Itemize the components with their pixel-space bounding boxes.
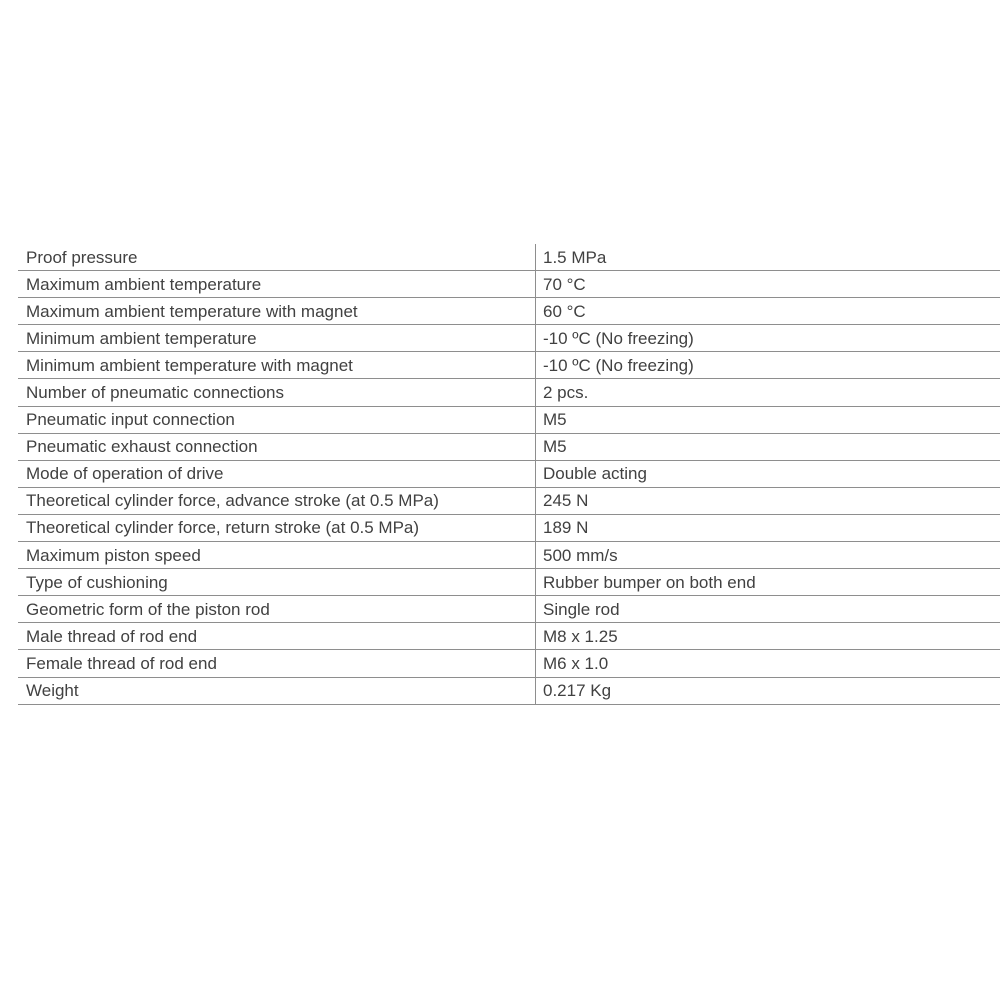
table-row — [18, 515, 1000, 542]
table-row — [18, 352, 1000, 379]
value-cell: -10 ºC (No freezing) — [535, 325, 1000, 351]
value-cell: 0.217 Kg — [535, 678, 1000, 704]
property-cell: Weight — [26, 681, 79, 701]
value-cell: Double acting — [535, 461, 1000, 487]
specifications-table — [18, 244, 1000, 705]
table-row — [18, 244, 1000, 271]
property-cell: Pneumatic exhaust connection — [26, 437, 258, 457]
property-cell: Maximum ambient temperature with magnet — [26, 301, 358, 321]
table-row — [18, 325, 1000, 352]
property-cell: Male thread of rod end — [26, 626, 198, 646]
value-cell: Rubber bumper on both end — [535, 569, 1000, 595]
value-cell: 189 N — [535, 515, 1000, 541]
property-cell: Geometric form of the piston rod — [26, 599, 270, 619]
value-cell: 60 °C — [535, 298, 1000, 324]
table-row — [18, 407, 1000, 434]
property-cell: Type of cushioning — [26, 572, 168, 592]
property-cell: Pneumatic input connection — [26, 410, 235, 430]
table-row — [18, 488, 1000, 515]
property-cell: Mode of operation of drive — [26, 464, 224, 484]
value-cell: 1.5 MPa — [535, 244, 1000, 270]
value-cell: M6 x 1.0 — [535, 650, 1000, 676]
property-cell: Theoretical cylinder force, return stroke (at 0.5 MPa) — [26, 518, 420, 538]
value-cell: M8 x 1.25 — [535, 623, 1000, 649]
value-cell: 245 N — [535, 488, 1000, 514]
value-cell: M5 — [535, 434, 1000, 460]
value-cell: 500 mm/s — [535, 542, 1000, 568]
table-row — [18, 650, 1000, 677]
table-row — [18, 434, 1000, 461]
table-row — [18, 542, 1000, 569]
property-cell: Proof pressure — [26, 247, 138, 267]
table-row — [18, 569, 1000, 596]
property-cell: Maximum piston speed — [26, 545, 201, 565]
value-cell: M5 — [535, 407, 1000, 433]
table-row — [18, 461, 1000, 488]
property-cell: Theoretical cylinder force, advance stroke (at 0.5 MPa) — [26, 491, 439, 511]
value-cell: -10 ºC (No freezing) — [535, 352, 1000, 378]
property-cell: Minimum ambient temperature with magnet — [26, 355, 353, 375]
property-cell: Minimum ambient temperature — [26, 328, 257, 348]
value-cell: Single rod — [535, 596, 1000, 622]
property-cell: Female thread of rod end — [26, 653, 217, 673]
table-row — [18, 596, 1000, 623]
value-cell: 70 °C — [535, 271, 1000, 297]
property-cell: Maximum ambient temperature — [26, 274, 262, 294]
table-row — [18, 678, 1000, 705]
table-row — [18, 379, 1000, 406]
table-row — [18, 271, 1000, 298]
property-cell: Number of pneumatic connections — [26, 383, 284, 403]
value-cell: 2 pcs. — [535, 379, 1000, 405]
table-row — [18, 623, 1000, 650]
table-row — [18, 298, 1000, 325]
